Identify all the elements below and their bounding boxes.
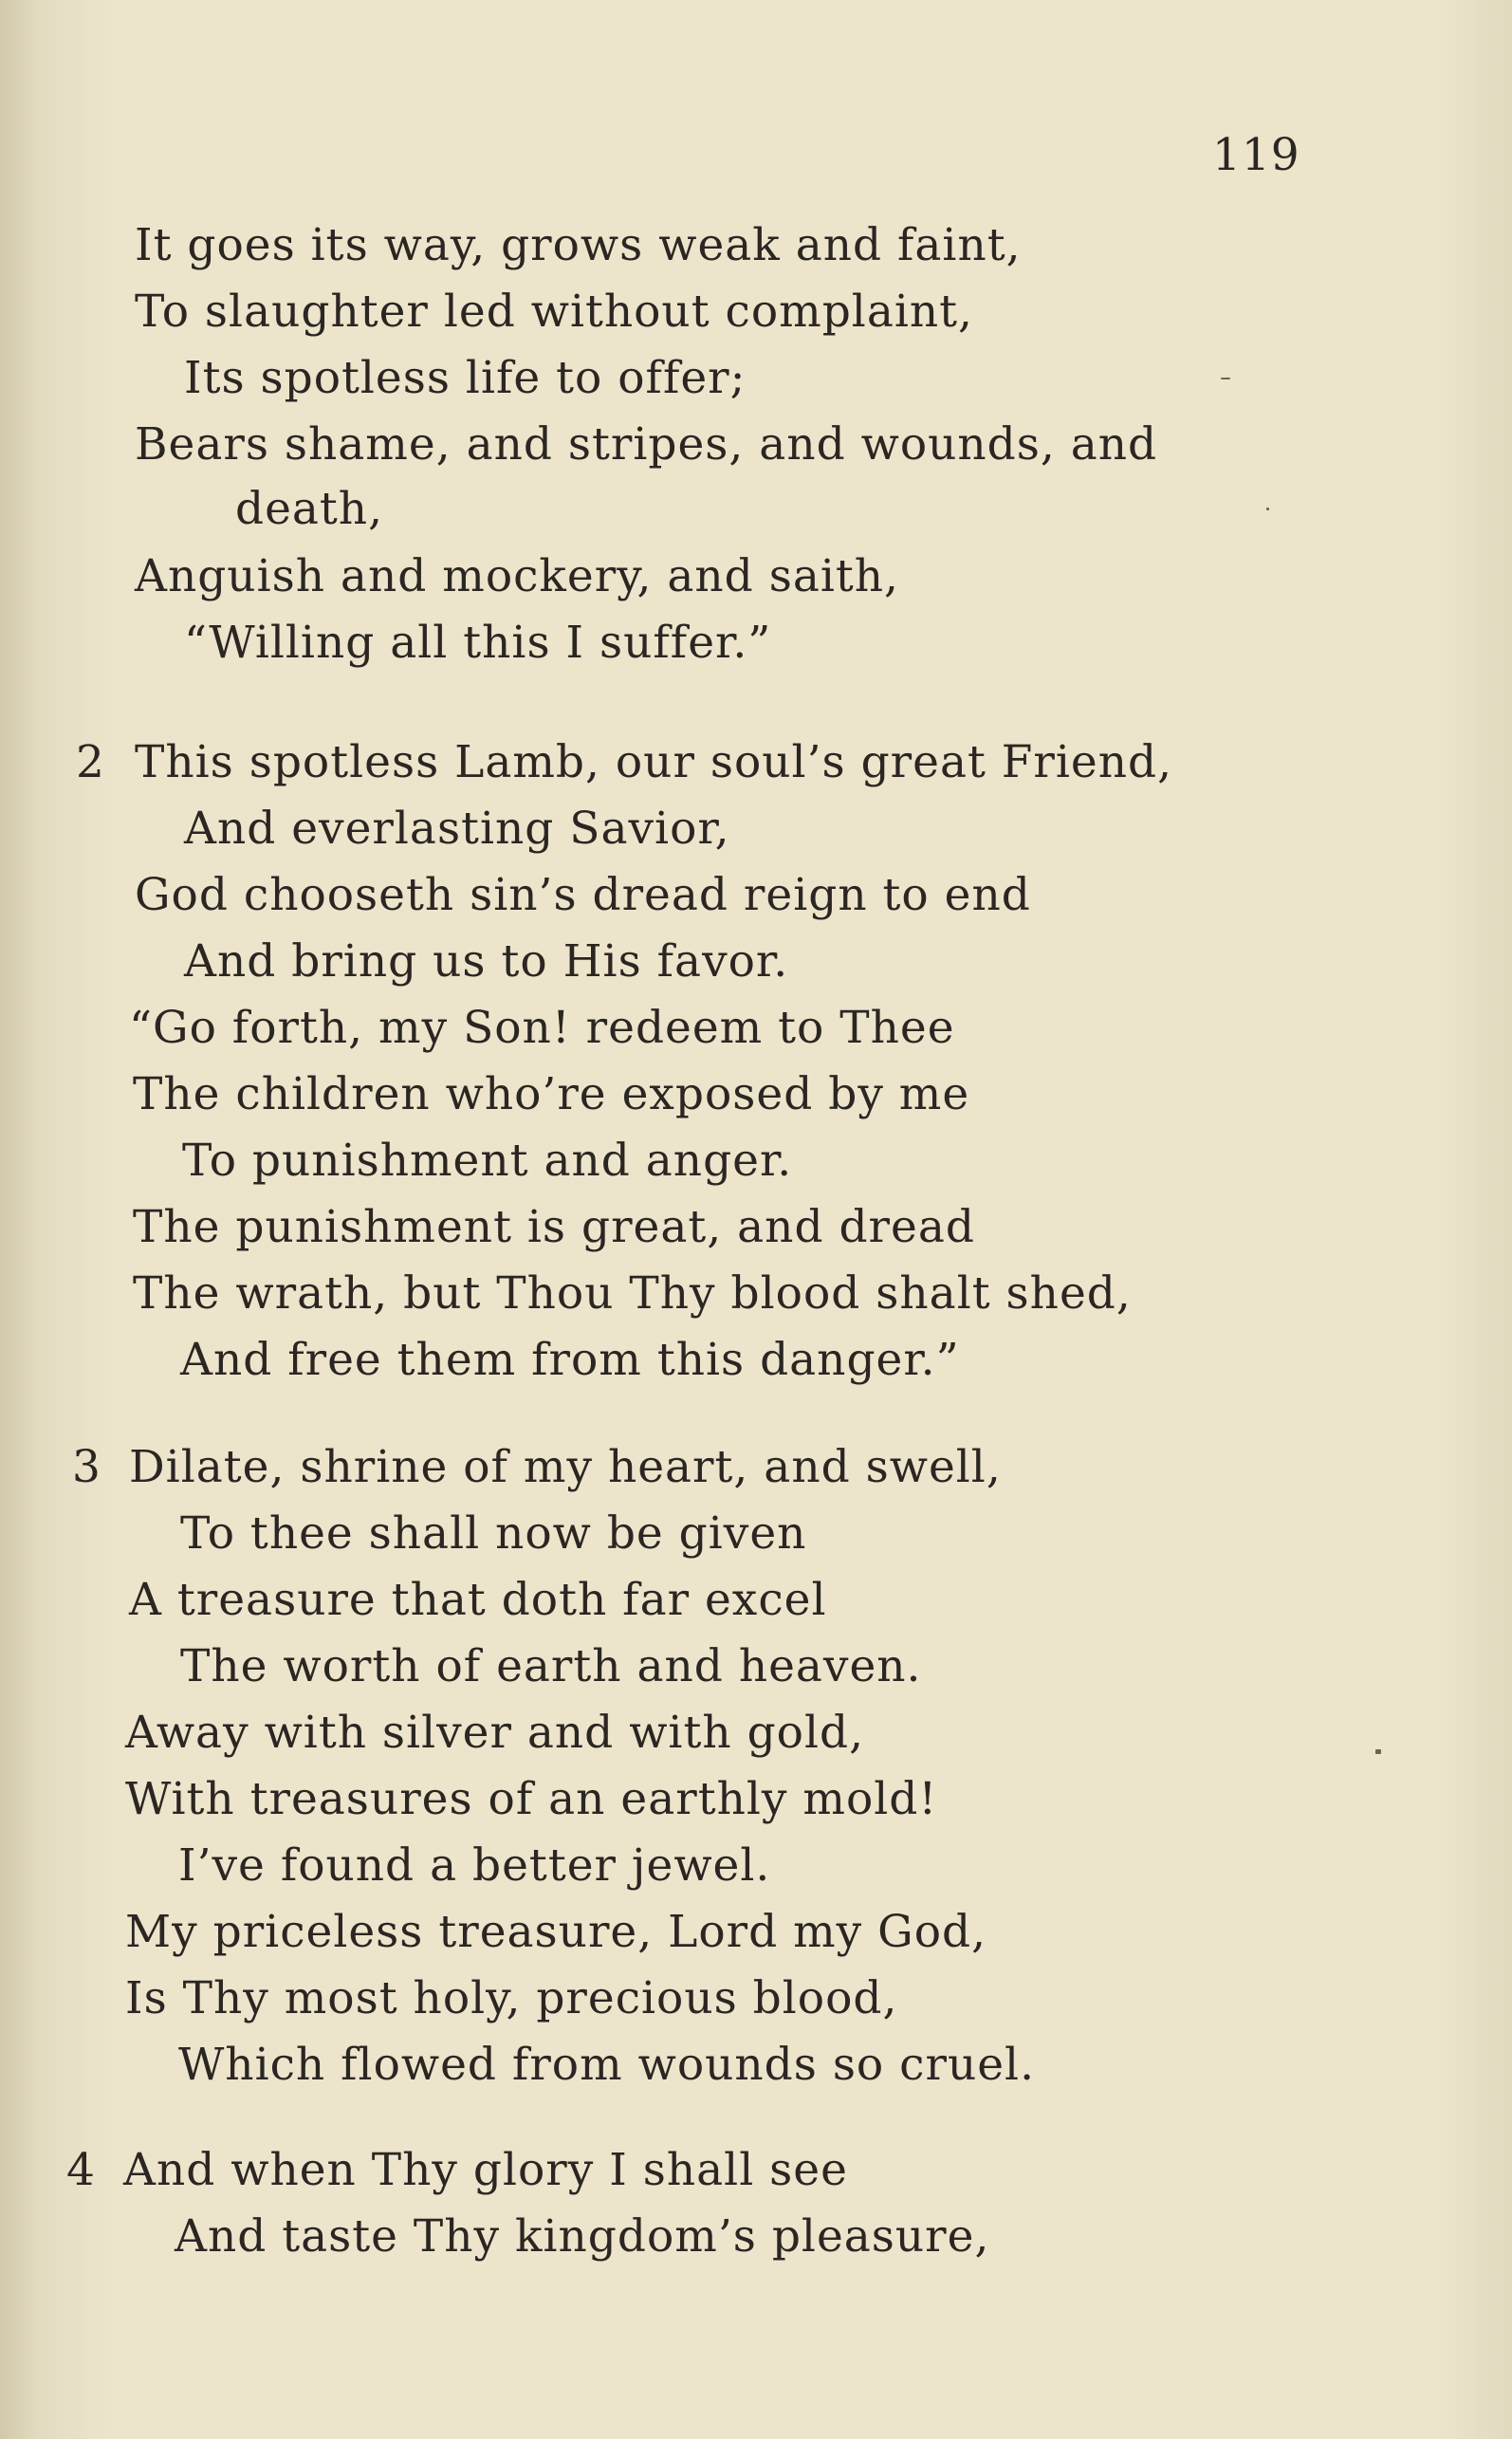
verse-line: Is Thy most holy, precious blood, (125, 1972, 898, 2024)
verse-line: It goes its way, grows weak and faint, (135, 219, 1022, 271)
verse-line: Which flowed from wounds so cruel. (178, 2039, 1036, 2091)
verse-line: Bears shame, and stripes, and wounds, and (135, 418, 1158, 471)
page-number: 119 (1212, 129, 1300, 181)
verse-line: The worth of earth and heaven. (180, 1640, 922, 1692)
verse-line: To slaughter led without complaint, (135, 286, 973, 338)
stanza-number: 3 (72, 1441, 101, 1493)
verse-line: Its spotless life to offer; (184, 352, 747, 404)
verse-line: And bring us to His favor. (184, 935, 789, 988)
verse-line: The punishment is great, and dread (133, 1201, 975, 1253)
verse-line: death, (235, 483, 384, 535)
ink-speck (1266, 508, 1269, 510)
verse-line: This spotless Lamb, our soul’s great Friend, (135, 736, 1173, 788)
verse-line: God chooseth sin’s dread reign to end (135, 869, 1031, 921)
stanza-number: 2 (76, 736, 104, 788)
verse-line: “Willing all this I suffer.” (184, 617, 772, 669)
verse-line: My priceless treasure, Lord my God, (125, 1906, 987, 1958)
verse-line: With treasures of an earthly mold! (125, 1773, 938, 1825)
verse-line: And when Thy glory I shall see (123, 2144, 848, 2196)
verse-line: A treasure that doth far excel (129, 1574, 827, 1626)
verse-line: To thee shall now be given (180, 1507, 807, 1560)
stanza-number: 4 (66, 2144, 95, 2196)
verse-line: “Go forth, my Son! redeem to Thee (129, 1002, 955, 1054)
verse-line: Anguish and mockery, and saith, (135, 550, 899, 602)
verse-line: And taste Thy kingdom’s pleasure, (175, 2210, 990, 2263)
verse-line: I’ve found a better jewel. (178, 1839, 771, 1892)
verse-line: And free them from this danger.” (180, 1334, 960, 1386)
verse-line: Dilate, shrine of my heart, and swell, (129, 1441, 1002, 1493)
verse-line: To punishment and anger. (182, 1135, 793, 1187)
ink-speck (1375, 1749, 1381, 1754)
verse-line: The wrath, but Thou Thy blood shalt shed, (133, 1267, 1132, 1320)
verse-line: Away with silver and with gold, (125, 1707, 865, 1759)
ink-speck (1221, 378, 1230, 379)
verse-line: And everlasting Savior, (184, 803, 730, 855)
verse-line: The children who’re exposed by me (133, 1068, 970, 1120)
